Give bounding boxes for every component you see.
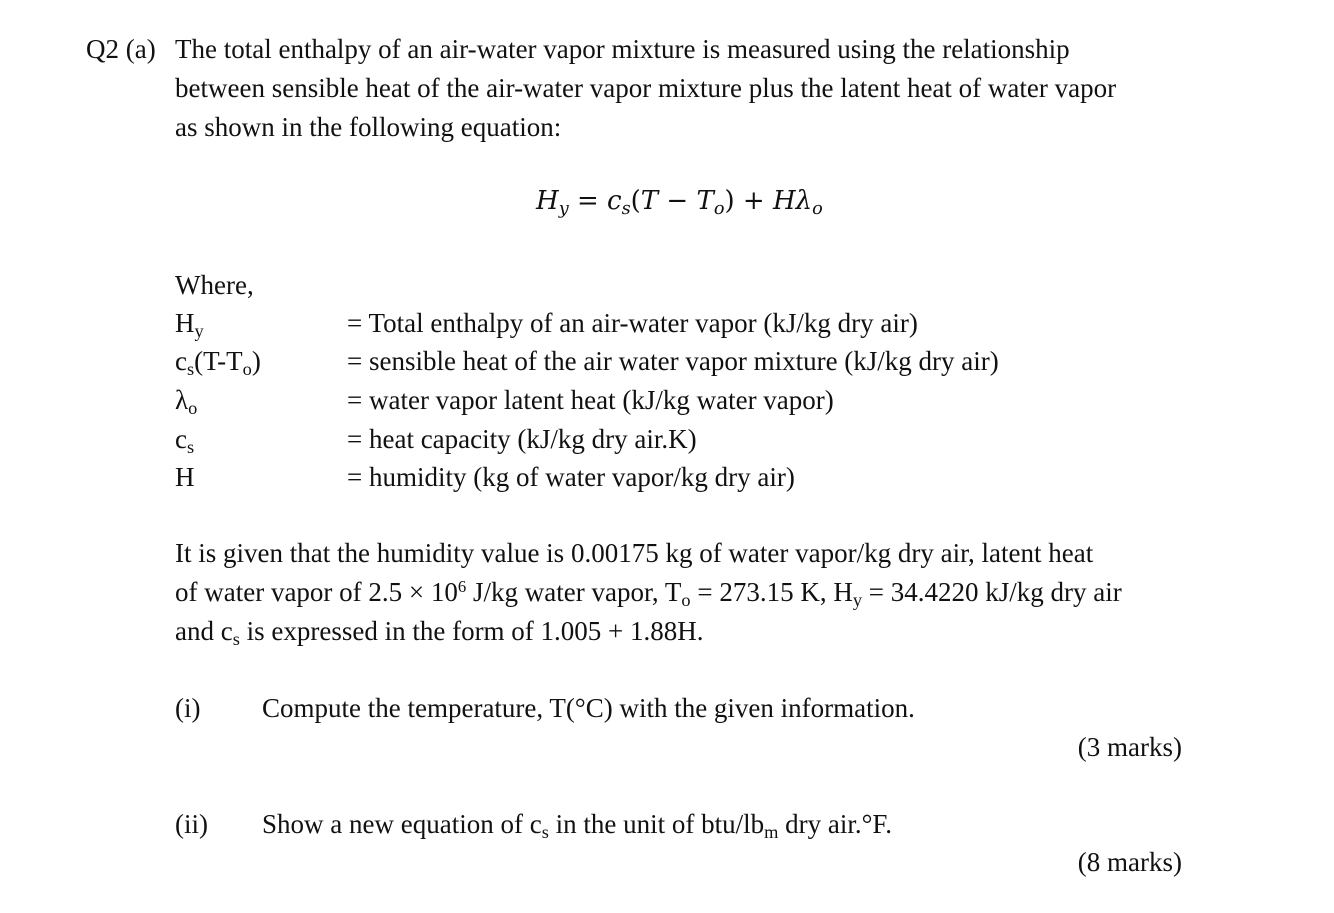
definitions-list <box>175 304 1175 504</box>
definition-term: $\lambda_o$ <box>175 385 198 419</box>
definition-term: $H_y$ <box>175 308 204 342</box>
definition-term: $c_s$ <box>175 424 195 458</box>
given-line-2: of water vapor of $2.5 \times 10^6$ J/kg water vapor, $T_o = 273.15$ K, $H_y = 34.4220$ kJ/kg dry air <box>175 576 1122 611</box>
intro-line-2: between sensible heat of the air-water vapor mixture plus the latent heat of water vapor <box>175 73 1117 103</box>
definition-term: H <box>175 462 195 492</box>
given-line-1: It is given that the humidity value is 0.00175 kg of water vapor/kg dry air, latent heat <box>175 538 1094 568</box>
intro-line-1: The total enthalpy of an air-water vapor mixture is measured using the relationship <box>175 34 1070 64</box>
definition-text: = Total enthalpy of an air-water vapor (kJ/kg dry air) <box>347 308 918 338</box>
intro-line-3: as shown in the following equation: <box>175 112 562 142</box>
part-ii-number: (ii) <box>175 809 208 839</box>
definition-text: = heat capacity (kJ/kg dry air.K) <box>347 424 697 454</box>
definition-text: = sensible heat of the air water vapor mixture (kJ/kg dry air) <box>347 346 999 376</box>
given-line-3: and $c_s$ is expressed in the form of 1.005 + 1.88H. <box>175 616 704 650</box>
part-i-marks: (3 marks) <box>1077 732 1182 762</box>
part-ii-text: Show a new equation of $c_s$ in the unit of btu/$lb_m$ dry air.°F. <box>262 809 893 843</box>
enthalpy-equation: $H_y = c_s(T - T_o) + H\lambda_o$ <box>536 186 823 219</box>
definition-text: = humidity (kg of water vapor/kg dry air) <box>347 462 795 492</box>
question-label: Q2 (a) <box>86 34 156 64</box>
definition-term: $c_s(T-T_o)$ <box>175 346 261 380</box>
part-ii-marks: (8 marks) <box>1077 847 1182 877</box>
part-i-number: (i) <box>175 693 201 723</box>
where-label: Where, <box>175 270 254 300</box>
definition-text: = water vapor latent heat (kJ/kg water vapor) <box>347 385 834 415</box>
part-i-text: Compute the temperature, T(°C) with the given information. <box>262 693 915 723</box>
